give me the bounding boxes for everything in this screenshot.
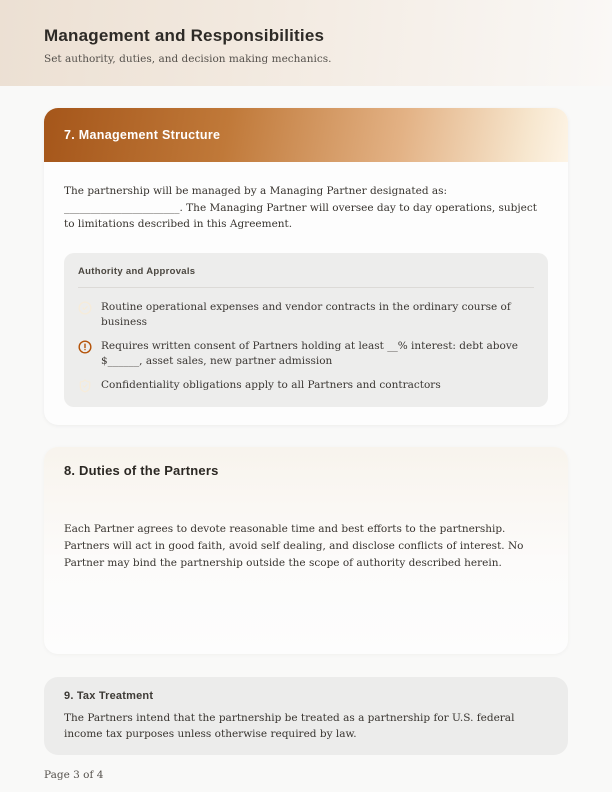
- section-8-paragraph: Each Partner agrees to devote reasonable time and best efforts to the partnership. Partners will act in good faith, avoid self dealing, and disclose conflicts of interest. No Partner may bind the partnership outside the scope of authority described herein.: [64, 523, 524, 569]
- list-item: [78, 300, 534, 331]
- check-circle-icon: [78, 301, 92, 315]
- alert-circle-icon: [78, 340, 92, 354]
- callout-title: Authority and Approvals: [78, 265, 196, 277]
- document-content: [0, 108, 612, 755]
- section-tax-treatment: [44, 677, 568, 755]
- section-7-body: [44, 162, 568, 425]
- page-subtitle: Set authority, duties, and decision making mechanics.: [44, 53, 332, 65]
- list-item-text: Confidentiality obligations apply to all Partners and contractors: [101, 378, 441, 391]
- section-9-title: 9. Tax Treatment: [64, 690, 154, 702]
- section-7-paragraph: The partnership will be managed by a Managing Partner designated as: ______________________. The Managing Partner will oversee day to day operations, subject to limitations described in this Agreement.: [64, 185, 537, 230]
- callout-divider: [78, 287, 534, 288]
- section-management-structure: [44, 108, 568, 425]
- page-title: Management and Responsibilities: [44, 26, 325, 45]
- list-item: [78, 339, 534, 370]
- section-7-header-bar: [44, 108, 568, 162]
- page-number-label: Page 3 of 4: [44, 769, 104, 781]
- section-duties-of-partners: [44, 447, 568, 654]
- authority-approvals-callout: [64, 253, 548, 408]
- page-header: [0, 0, 612, 86]
- section-8-title: 8. Duties of the Partners: [64, 463, 219, 478]
- list-item-text: Requires written consent of Partners holding at least __% interest: debt above $______, asset sales, new partner admission: [101, 339, 518, 367]
- shield-check-icon: [78, 379, 92, 393]
- list-item: [78, 378, 534, 394]
- list-item-text: Routine operational expenses and vendor contracts in the ordinary course of business: [101, 300, 511, 328]
- section-7-title: 7. Management Structure: [64, 128, 221, 142]
- callout-list: [78, 300, 534, 394]
- section-9-paragraph: The Partners intend that the partnership be treated as a partnership for U.S. federal income tax purposes unless otherwise required by law.: [64, 712, 515, 740]
